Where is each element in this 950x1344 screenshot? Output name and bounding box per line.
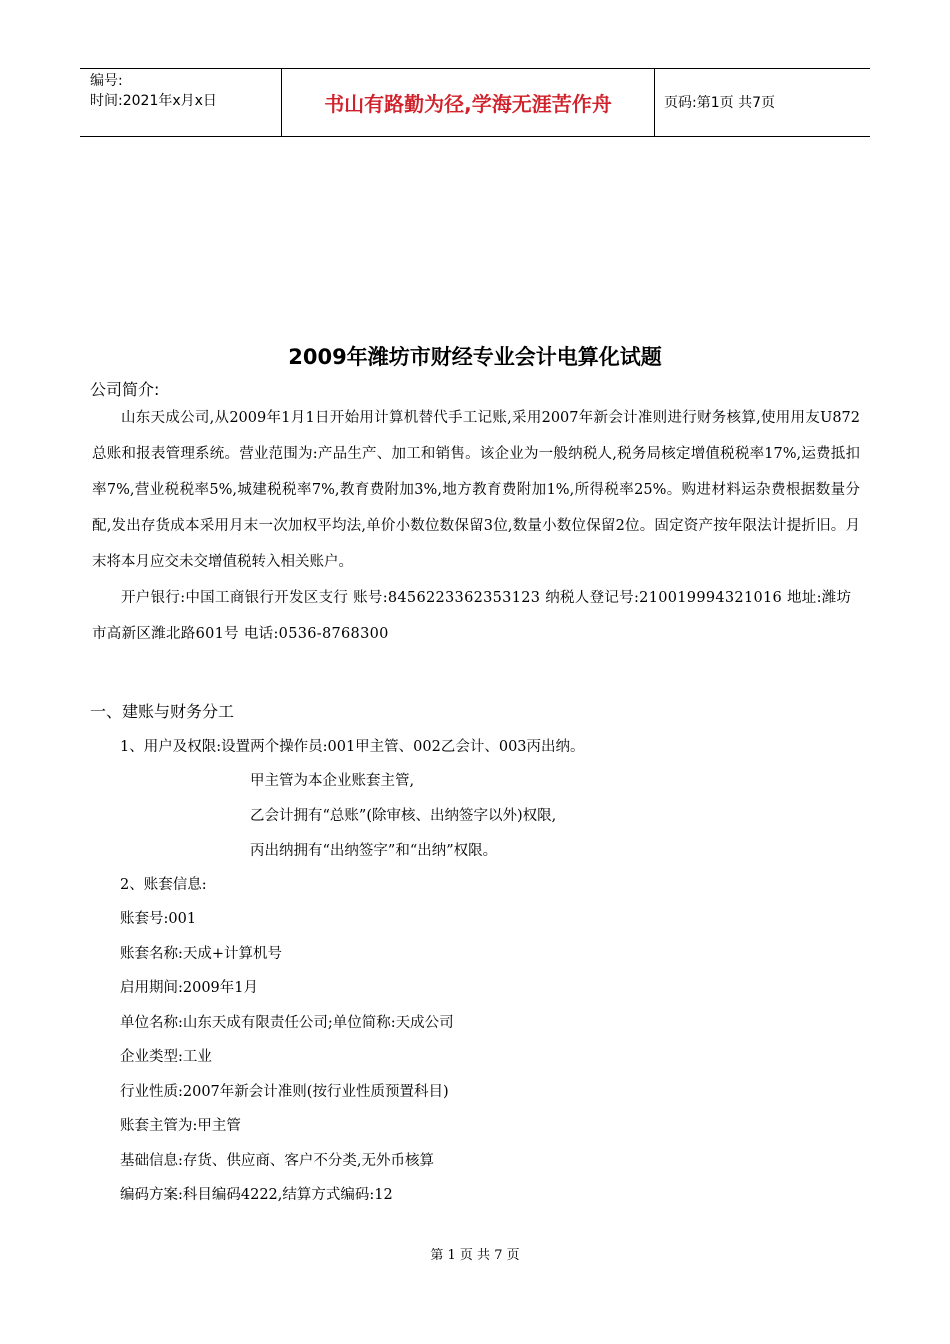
section-heading: 一、建账与财务分工 xyxy=(90,702,235,721)
user-detail: 丙出纳拥有“出纳签字”和“出纳”权限。 xyxy=(250,843,498,859)
account-info-item: 账套名称:天成+计算机号 xyxy=(120,946,283,962)
header-time-label: 时间:2021年x月x日 xyxy=(90,93,217,109)
page-header xyxy=(80,68,870,137)
header-motto: 书山有路勤为径,学海无涯苦作舟 xyxy=(324,92,612,116)
account-info-item: 账套号:001 xyxy=(120,911,197,927)
user-detail: 乙会计拥有“总账”(除审核、出纳签字以外)权限, xyxy=(250,808,557,824)
account-info-item: 基础信息:存货、供应商、客户不分类,无外币核算 xyxy=(120,1153,434,1169)
account-info-item: 单位名称:山东天成有限责任公司;单位简称:天成公司 xyxy=(120,1015,454,1031)
header-number-label: 编号: xyxy=(90,73,123,89)
user-detail: 甲主管为本企业账套主管, xyxy=(250,773,415,789)
account-info-item: 行业性质:2007年新会计准则(按行业性质预置科目) xyxy=(120,1084,449,1100)
users-line: 1、用户及权限:设置两个操作员:001甲主管、002乙会计、003丙出纳。 xyxy=(120,739,585,755)
bank-paragraph: 开户银行:中国工商银行开发区支行 账号:8456223362353123 纳税人登记号:210019994321016 地址:潍坊市高新区潍北路601号 电话:0536-8768300 xyxy=(92,590,852,642)
intro-block xyxy=(92,400,860,652)
header-meta xyxy=(90,71,217,111)
document-title: 2009年潍坊市财经专业会计电算化试题 xyxy=(288,345,662,369)
header-page-info: 页码:第1页 共7页 xyxy=(664,95,775,111)
intro-paragraph: 山东天成公司,从2009年1月1日开始用计算机替代手工记账,采用2007年新会计准则进行财务核算,使用用友U872总账和报表管理系统。营业范围为:产品生产、加工和销售。该企业为一般纳税人,税务局核定增值税税率17%,运费抵扣率7%,营业税税率5%,城建税税率7%,教育费附加3%,地方教育费附加1%,所得税率25%。购进材料运杂费根据数量分配,发出存货成本采用月末一次加权平均法,单价小数位数保留3位,数量小数位保留2位。固定资产按年限法计提折旧。月末将本月应交未交增值税转入相关账户。 xyxy=(92,410,860,570)
account-info-heading: 2、账套信息: xyxy=(120,877,207,893)
account-info-item: 启用期间:2009年1月 xyxy=(120,980,259,996)
account-info-item: 账套主管为:甲主管 xyxy=(120,1118,241,1134)
account-info-item: 编码方案:科目编码4222,结算方式编码:12 xyxy=(120,1187,393,1203)
account-info-item: 企业类型:工业 xyxy=(120,1049,212,1065)
page-footer: 第 1 页 共 7 页 xyxy=(430,1248,520,1263)
company-intro-heading: 公司简介: xyxy=(90,380,160,399)
header-divider xyxy=(654,69,655,136)
